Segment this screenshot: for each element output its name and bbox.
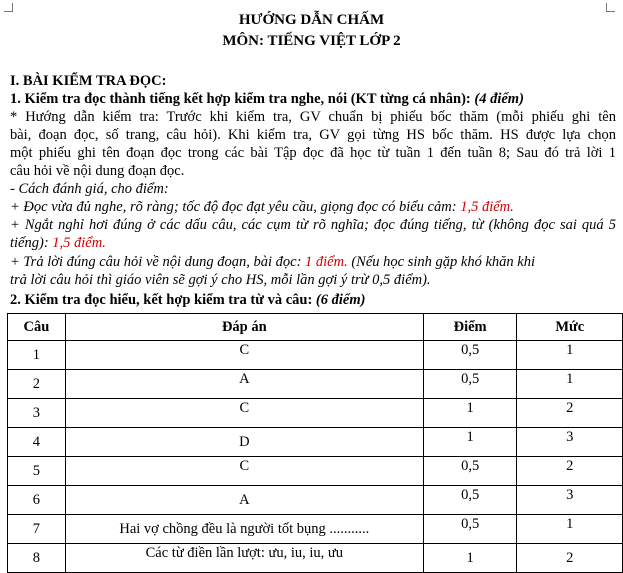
criterion-2-text: tiếng): xyxy=(10,235,53,251)
cell-answer xyxy=(65,370,423,399)
cell-score xyxy=(423,341,517,370)
table-header-row xyxy=(8,314,623,341)
table-row xyxy=(8,486,623,515)
criterion-3-line-2: trả lời câu hỏi thì giáo viên sẽ gợi ý cho HS, mỗi lần gợi ý trừ 0,5 điểm). xyxy=(10,272,431,288)
table-row xyxy=(8,341,623,370)
criterion-3-text: + Trả lời đúng câu hỏi về nội dung đoạn, bài đọc: xyxy=(10,254,306,270)
part2-points: (6 điểm) xyxy=(315,292,366,308)
cell-level-text: 1 xyxy=(566,515,574,532)
table-row xyxy=(8,544,623,573)
criterion-1-points: 1,5 điểm. xyxy=(460,199,514,215)
cell-question: 1 xyxy=(8,341,66,370)
cell-level-text: 1 xyxy=(566,341,574,358)
cell-level xyxy=(517,370,623,399)
cell-answer xyxy=(65,457,423,486)
criterion-1 xyxy=(10,199,616,216)
cell-answer-text: C xyxy=(239,341,250,358)
instruction-line-3: một phiếu ghi tên đoạn đọc trong các bài Tập đọc đã học từ tuần 1 đến tuần 8; Sau đó trả lời 1 xyxy=(10,145,616,161)
criteria-heading: - Cách đánh giá, cho điểm: xyxy=(10,181,169,197)
criterion-2-points: 1,5 điểm. xyxy=(52,235,106,251)
part1-heading-text: 1. Kiểm tra đọc thành tiếng kết hợp kiểm tra nghe, nói (KT từng cá nhân): xyxy=(10,91,475,107)
cell-score xyxy=(423,370,517,399)
cell-level xyxy=(517,457,623,486)
cell-level-text: 1 xyxy=(566,370,574,387)
cell-answer-text: C xyxy=(239,399,250,416)
header-answer: Đáp án xyxy=(65,314,423,341)
cell-level xyxy=(517,515,623,544)
cell-score-text: 0,5 xyxy=(461,341,480,358)
cell-level-text: 3 xyxy=(566,486,574,503)
criterion-3-note: (Nếu học sinh gặp khó khăn khi xyxy=(347,254,535,270)
cell-level-text: 3 xyxy=(566,428,574,445)
part2-heading xyxy=(10,292,616,309)
answer-key-table xyxy=(7,313,623,573)
cell-answer: A xyxy=(65,486,423,515)
cell-level: 2 xyxy=(517,544,623,573)
header-question: Câu xyxy=(8,314,66,341)
cell-answer xyxy=(65,399,423,428)
table-row xyxy=(8,370,623,399)
margin-corner-mark-right xyxy=(606,3,615,12)
margin-corner-mark-left xyxy=(4,3,13,12)
cell-question: 2 xyxy=(8,370,66,399)
table-row xyxy=(8,428,623,457)
cell-answer-text: A xyxy=(239,370,250,387)
cell-answer-text: C xyxy=(239,457,250,474)
cell-score-text: 1 xyxy=(466,428,474,445)
cell-score xyxy=(423,428,517,457)
cell-level xyxy=(517,399,623,428)
criterion-3-line-1 xyxy=(10,254,616,271)
cell-question: 3 xyxy=(8,399,66,428)
cell-level-text: 2 xyxy=(566,399,574,416)
instruction-line-1: * Hướng dẫn kiểm tra: Trước khi kiểm tra, GV chuẩn bị phiếu bốc thăm (mỗi phiếu ghi tên xyxy=(10,109,616,125)
criterion-1-text: + Đọc vừa đủ nghe, rõ ràng; tốc độ đọc đạt yêu cầu, giọng đọc có biểu cảm: xyxy=(10,199,461,215)
cell-level xyxy=(517,486,623,515)
cell-score xyxy=(423,515,517,544)
cell-answer: D xyxy=(65,428,423,457)
cell-answer xyxy=(65,341,423,370)
cell-level xyxy=(517,341,623,370)
table-row xyxy=(8,399,623,428)
header-score: Điểm xyxy=(423,314,517,341)
cell-answer: Hai vợ chồng đều là người tốt bụng ........... xyxy=(65,515,423,544)
document-title: HƯỚNG DẪN CHẤM xyxy=(238,12,385,28)
cell-question: 4 xyxy=(8,428,66,457)
cell-question: 8 xyxy=(8,544,66,573)
criterion-3-points: 1 điểm. xyxy=(305,254,348,270)
cell-question: 7 xyxy=(8,515,66,544)
table-row xyxy=(8,515,623,544)
instruction-line-2: bài, đoạn đọc, số trang, câu hỏi). Khi kiểm tra, GV gọi từng HS bốc thăm. HS được lựa chọn xyxy=(10,127,616,143)
cell-score xyxy=(423,399,517,428)
cell-level xyxy=(517,428,623,457)
part2-heading-text: 2. Kiểm tra đọc hiểu, kết hợp kiểm tra từ và câu: xyxy=(10,292,316,308)
header-level: Mức xyxy=(517,314,623,341)
cell-score xyxy=(423,457,517,486)
cell-question: 5 xyxy=(8,457,66,486)
cell-score-text: 0,5 xyxy=(461,486,480,503)
instruction-line-4: câu hỏi về nội dung đoạn đọc. xyxy=(10,163,185,179)
cell-answer xyxy=(65,544,423,573)
criterion-2-line-2 xyxy=(10,235,616,252)
cell-score-text: 0,5 xyxy=(461,515,480,532)
document-subtitle: MÔN: TIẾNG VIỆT LỚP 2 xyxy=(222,33,401,49)
cell-question: 6 xyxy=(8,486,66,515)
cell-level-text: 2 xyxy=(566,457,574,474)
cell-score-text: 1 xyxy=(466,399,474,416)
cell-score-text: 0,5 xyxy=(461,457,480,474)
section-heading-reading: I. BÀI KIỂM TRA ĐỌC: xyxy=(10,73,167,89)
cell-answer-text: Các từ điền lần lượt: ưu, iu, iu, ưu xyxy=(145,544,343,561)
cell-score xyxy=(423,486,517,515)
cell-score: 1 xyxy=(423,544,517,573)
part1-heading xyxy=(10,91,616,108)
criterion-2-line-1: + Ngắt nghỉ hơi đúng ở các dấu câu, các cụm từ rõ nghĩa; đọc đúng tiếng, từ (không đọc sai quá 5 xyxy=(10,217,616,233)
cell-score-text: 0,5 xyxy=(461,370,480,387)
part1-points: (4 điểm) xyxy=(474,91,524,107)
table-row xyxy=(8,457,623,486)
